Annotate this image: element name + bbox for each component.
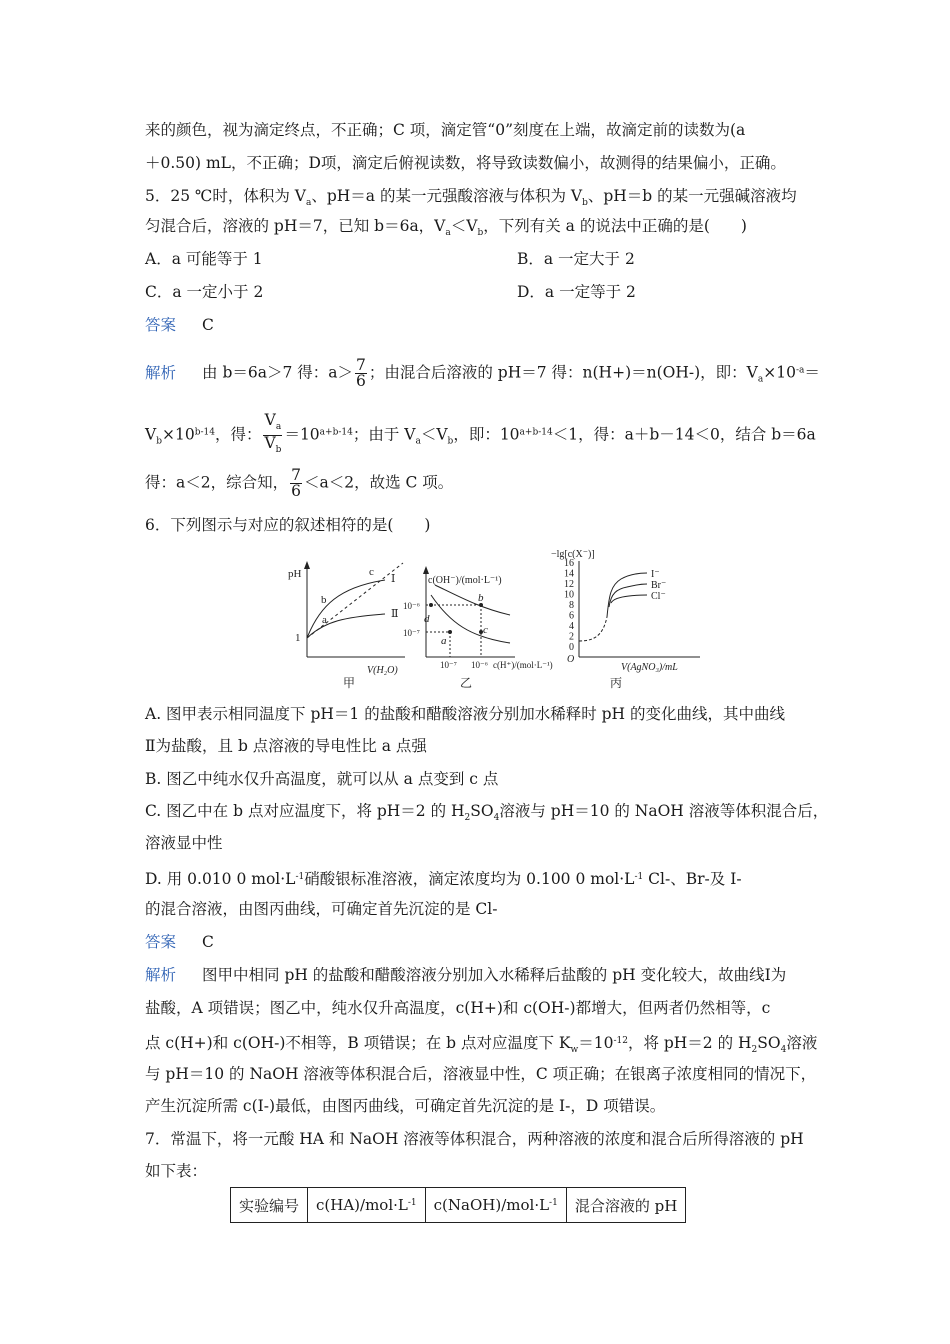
text-line: ＋0.50) mL，不正确；D项，滴定后俯视读数，将导致读数偏小，故测得的结果偏小，正确。 [145, 154, 786, 172]
yi-xlabel: c(H⁺)/(mol·L⁻¹) [493, 660, 553, 670]
table-header-cell: 实验编号 [231, 1188, 308, 1223]
jia-point-a: a [322, 614, 327, 626]
bing-ytick: 6 [569, 610, 574, 622]
figure-bing [551, 549, 700, 690]
bing-ytick: 12 [564, 579, 574, 590]
q6-option-a-line2: Ⅱ为盐酸，且 b 点溶液的导电性比 a 点强 [145, 737, 427, 755]
q6-option-c-line2: 溶液显中性 [145, 834, 223, 852]
text-line: 来的颜色，视为滴定终点，不正确；C 项，滴定管“0”刻度在上端，故滴定前的读数为(a [145, 121, 746, 139]
yi-point-a: a [441, 635, 447, 647]
figure-yi [403, 566, 553, 690]
q5-option-c: C．a 一定小于 2 [145, 283, 264, 301]
q7-stem-line2: 如下表： [145, 1162, 208, 1180]
yi-xtick-2: 10⁻⁶ [471, 660, 488, 670]
jia-caption: 甲 [343, 676, 356, 690]
table-header-cell: $c(NaOH)/mol\cdot L^{-1}$ [425, 1188, 566, 1223]
table-header-cell: $c(HA)/mol\cdot L^{-1}$ [308, 1188, 426, 1223]
jia-curve1-label: Ⅰ [391, 573, 396, 585]
q5-explanation-line2: $V_b\times 10^{b-14}$，得： $\frac{V_a}{V_b}$ $=10^{a+b-14}$；由于 $V_a<V_b$，即：$10^{a+b-14}<1$，得：a＋b－14＜0，结合 b＝6a [145, 411, 816, 455]
q6-stem: 6．下列图示与对应的叙述相符的是( ) [145, 516, 431, 534]
q5-explanation-line3: 得：a＜2，综合知， $\frac{7}{6}$ ＜a＜2，故选 C 项。 [145, 466, 454, 500]
bing-ytick: 2 [569, 631, 574, 643]
yi-xtick-1: 10⁻⁷ [440, 660, 457, 670]
jia-curve2-label: Ⅱ [391, 608, 399, 620]
q5-stem-line2: 匀混合后，溶液的 pH＝7，已知 b＝6a，$V_a<V_b$，下列有关 a 的说法中正确的是( ) [145, 217, 747, 238]
bing-legend-cl: Cl⁻ [651, 591, 666, 602]
q5-option-a: A．a 可能等于 1 [145, 250, 263, 268]
q5-stem-line1: 5．25 ℃时，体积为 $V_a$、pH＝a 的某一元强酸溶液与体积为 $V_b$、pH＝b 的某一元强碱溶液均 [145, 187, 797, 208]
jia-point-b: b [321, 594, 327, 606]
jia-y0: 1 [295, 632, 301, 644]
yi-point-b: b [478, 592, 484, 604]
yi-caption: 乙 [460, 676, 473, 690]
jia-ylabel: pH [288, 568, 302, 580]
q6-option-d-line1: D. 用 0.010 0 $mol\cdot L^{-1}$硝酸银标准溶液，滴定浓度均为 0.100 0 $mol\cdot L^{-1}$ Cl-、Br-及 I- [145, 870, 742, 888]
figure-jia [288, 561, 405, 690]
q7-stem-line1: 7．常温下，将一元酸 HA 和 NaOH 溶液等体积混合，两种溶液的浓度和混合后所得溶液的 pH [145, 1130, 804, 1148]
q5-answer: 答案 C [145, 316, 214, 334]
q6-figures [285, 545, 705, 690]
yi-point-d: d [424, 613, 430, 625]
q5-option-b: B．a 一定大于 2 [517, 250, 635, 268]
q6-explanation-line1: 解析 图甲中相同 pH 的盐酸和醋酸溶液分别加入水稀释后盐酸的 pH 变化较大，故曲线Ⅰ为 [145, 966, 787, 984]
bing-xlabel: V(AgNO₃)/mL [621, 662, 678, 673]
table-header-row [231, 1188, 686, 1223]
q6-explanation-line2: 盐酸，A 项错误；图乙中，纯水仅升高温度，c(H+)和 c(OH-)都增大，但两者仍然相等，c [145, 999, 771, 1017]
bing-ytick: 16 [564, 558, 574, 569]
q5-option-d: D．a 一定等于 2 [517, 283, 636, 301]
bing-ytick: 0 [569, 642, 574, 653]
yi-point-c: c [483, 624, 488, 636]
q6-explanation-line5: 产生沉淀所需 c(I-)最低，由图丙曲线，可确定首先沉淀的是 I-，D 项错误。 [145, 1097, 666, 1115]
bing-legend-i: I⁻ [651, 569, 660, 580]
yi-ytick-1: 10⁻⁶ [403, 601, 420, 611]
yi-ylabel: c(OH⁻)/(mol·L⁻¹) [428, 575, 502, 586]
bing-ytick: 8 [569, 600, 574, 611]
q7-table [230, 1187, 686, 1223]
bing-ytick: 14 [564, 568, 574, 580]
bing-ytick: 4 [569, 621, 574, 632]
q6-option-a-line1: A. 图甲表示相同温度下 pH＝1 的盐酸和醋酸溶液分别加水稀释时 pH 的变化曲线，其中曲线 [145, 705, 785, 723]
q6-explanation-line3: 点 c(H+)和 c(OH-)不相等，B 项错误；在 b 点对应温度下 $K_w=10^{-12}$，将 pH＝2 的 $H_2SO_4$溶液 [145, 1034, 818, 1055]
q6-option-c-line1: C. 图乙中在 b 点对应温度下，将 pH＝2 的 $H_2SO_4$溶液与 pH＝10 的 NaOH 溶液等体积混合后， [145, 802, 829, 823]
bing-legend-br: Br⁻ [651, 580, 667, 591]
q6-option-d-line2: 的混合溶液，由图丙曲线，可确定首先沉淀的是 Cl- [145, 900, 498, 918]
bing-ylabel: −lg[c(X⁻)] [551, 549, 595, 560]
bing-ytick: 10 [564, 589, 574, 601]
bing-origin: O [567, 654, 575, 665]
bing-caption: 丙 [610, 676, 623, 690]
yi-ytick-2: 10⁻⁷ [403, 628, 420, 638]
q6-explanation-line4: 与 pH＝10 的 NaOH 溶液等体积混合后，溶液显中性，C 项正确；在银离子浓度相同的情况下， [145, 1065, 817, 1083]
jia-xlabel: V(H₂O) [367, 665, 398, 676]
q5-explanation-line1: 解析 由 b＝6a＞7 得：a＞ $\frac{7}{6}$ ；由混合后溶液的 pH＝7 得：n(H+)＝n(OH-)，即：$V_a\times 10^{-a}=$ [145, 356, 820, 390]
q6-answer: 答案 C [145, 933, 214, 951]
table-header-cell: 混合溶液的 pH [566, 1188, 685, 1223]
jia-curve-c: c [369, 566, 374, 578]
q6-option-b: B. 图乙中纯水仅升高温度，就可以从 a 点变到 c 点 [145, 770, 499, 788]
